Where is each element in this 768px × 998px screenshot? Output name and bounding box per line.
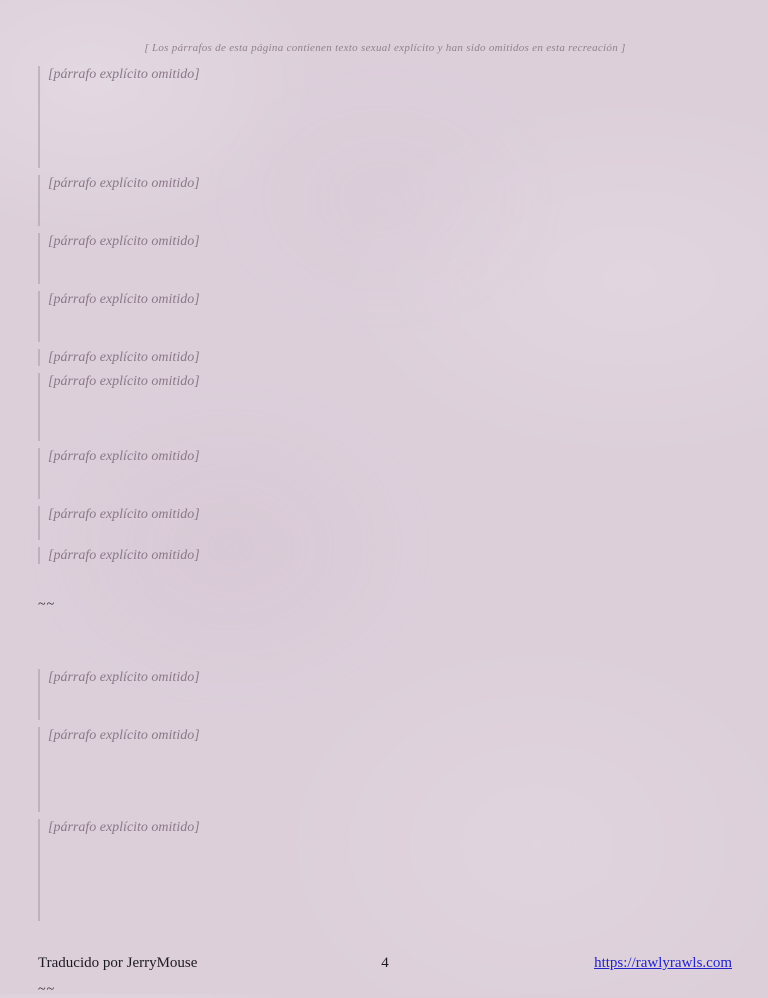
paragraph: [párrafo explícito omitido] <box>38 349 732 366</box>
paragraph: [párrafo explícito omitido] <box>38 448 732 499</box>
paragraph: [párrafo explícito omitido] <box>38 175 732 226</box>
story-section-2 <box>38 669 732 921</box>
footer-link-container <box>389 955 732 972</box>
paragraph: [párrafo explícito omitido] <box>38 819 732 921</box>
page-number: 4 <box>381 955 389 971</box>
paragraph: [párrafo explícito omitido] <box>38 669 732 720</box>
site-link[interactable]: https://rawlyrawls.com <box>594 955 732 971</box>
story-section-1 <box>38 66 732 564</box>
paragraph: [párrafo explícito omitido] <box>38 547 732 564</box>
page-footer <box>38 955 732 972</box>
paragraph: [párrafo explícito omitido] <box>38 66 732 168</box>
paragraph: [párrafo explícito omitido] <box>38 233 732 284</box>
section-separator: ~~ <box>38 597 56 612</box>
paragraph: [párrafo explícito omitido] <box>38 291 732 342</box>
paragraph: [párrafo explícito omitido] <box>38 727 732 812</box>
section-separator: ~~ <box>38 982 56 997</box>
page-body <box>38 42 732 998</box>
redaction-notice: [ Los párrafos de esta página contienen texto sexual explícito y han sido omitidos en esta recreación ] <box>144 42 626 54</box>
paragraph: [párrafo explícito omitido] <box>38 506 732 540</box>
translator-credit: Traducido por JerryMouse <box>38 955 198 971</box>
paragraph: [párrafo explícito omitido] <box>38 373 732 441</box>
